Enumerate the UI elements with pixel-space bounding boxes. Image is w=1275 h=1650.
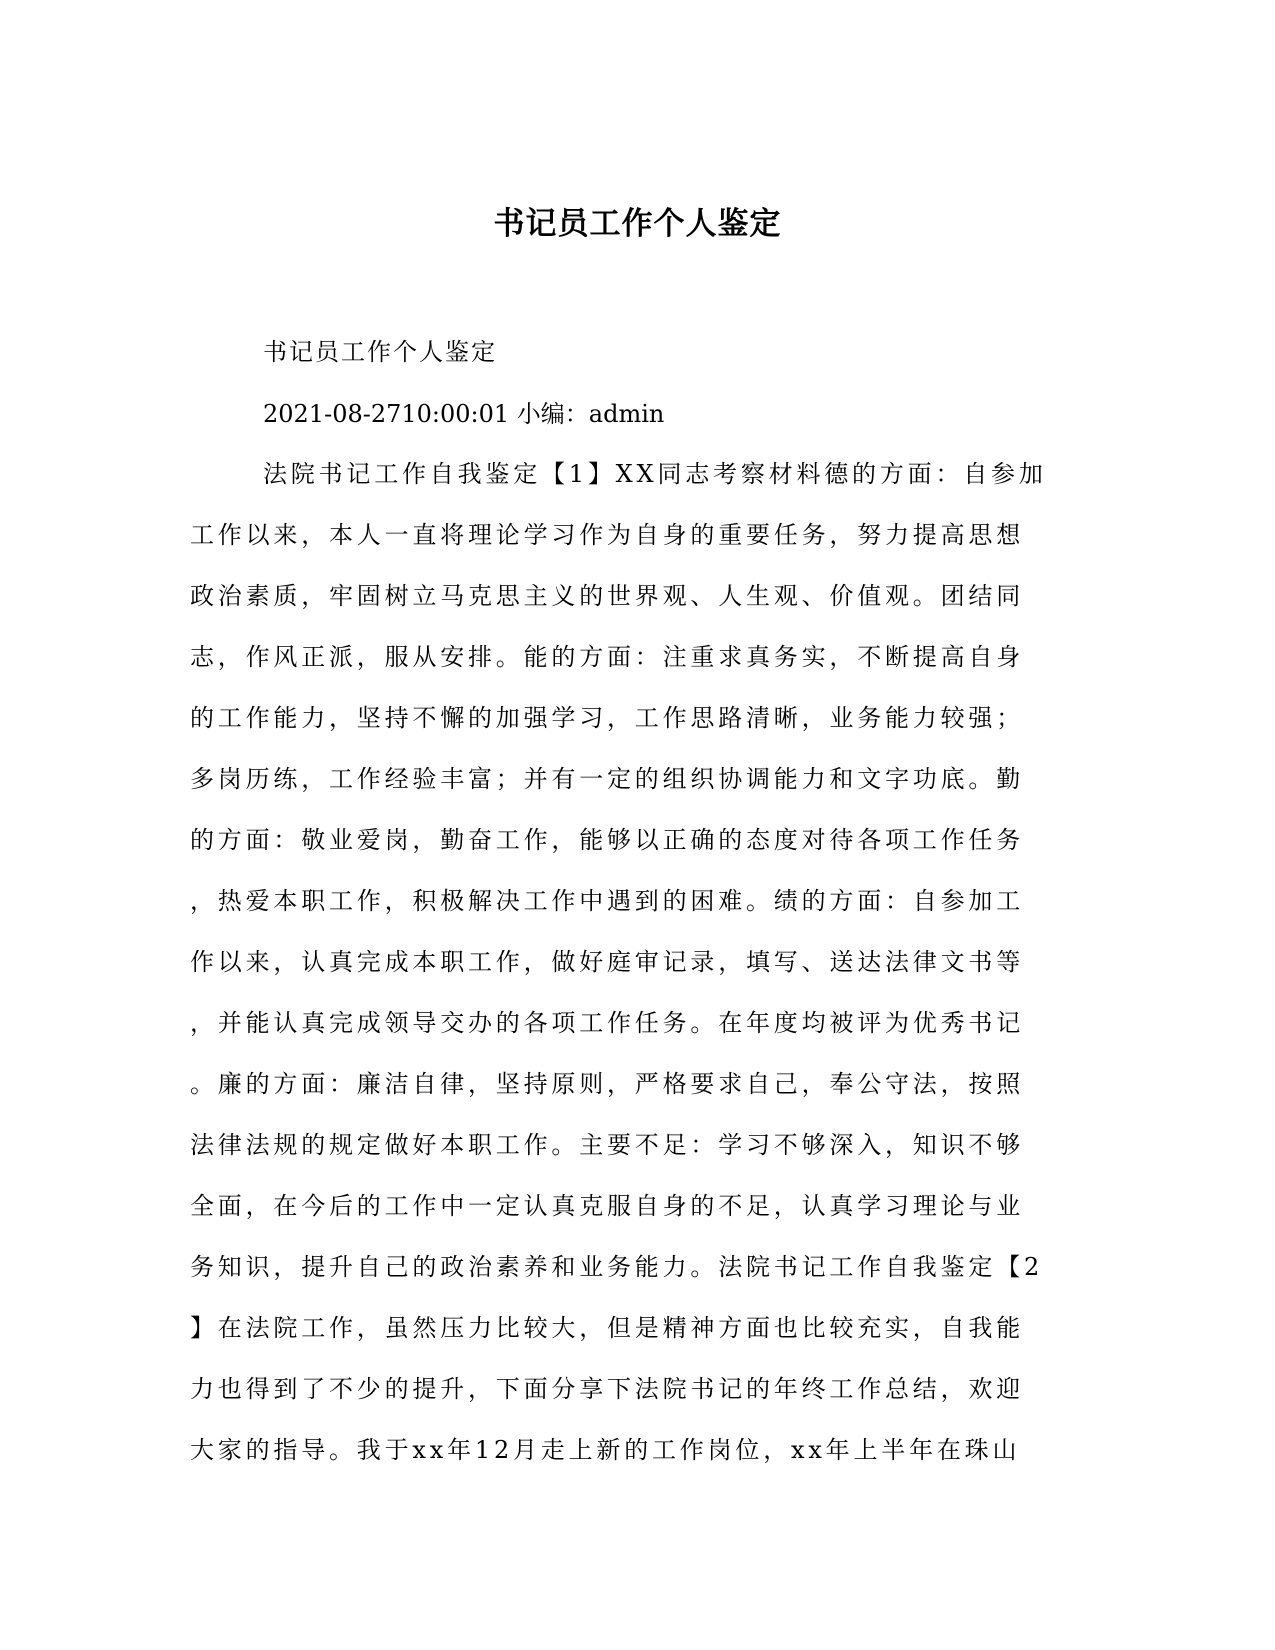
- body-line: 】在法院工作，虽然压力比较大，但是精神方面也比较充实，自我能: [190, 1314, 1024, 1342]
- document-title: 书记员工作个人鉴定: [493, 206, 782, 242]
- body-line: 政治素质，牢固树立马克思主义的世界观、人生观、价值观。团结同: [190, 582, 1024, 610]
- body-line: 的方面：敬业爱岗，勤奋工作，能够以正确的态度对待各项工作任务: [190, 826, 1024, 854]
- body-line: ，并能认真完成领导交办的各项工作任务。在年度均被评为优秀书记: [190, 1009, 1024, 1037]
- body-line: 务知识，提升自己的政治素养和业务能力。法院书记工作自我鉴定【2: [190, 1253, 1044, 1281]
- body-line: 力也得到了不少的提升，下面分享下法院书记的年终工作总结，欢迎: [190, 1375, 1024, 1403]
- body-line: 法律法规的规定做好本职工作。主要不足：学习不够深入，知识不够: [190, 1131, 1024, 1159]
- body-line: 大家的指导。我于xx年12月走上新的工作岗位，xx年上半年在珠山: [190, 1436, 1021, 1464]
- document-subtitle: 书记员工作个人鉴定: [263, 338, 497, 366]
- body-line: 作以来，认真完成本职工作，做好庭审记录，填写、送达法律文书等: [190, 948, 1024, 976]
- body-text: [190, 456, 1075, 1493]
- body-line: 的工作能力，坚持不懈的加强学习，工作思路清晰，业务能力较强；: [190, 704, 1024, 732]
- body-line: 。廉的方面：廉洁自律，坚持原则，严格要求自己，奉公守法，按照: [190, 1070, 1024, 1098]
- body-line: 工作以来，本人一直将理论学习作为自身的重要任务，努力提高思想: [190, 521, 1024, 549]
- publish-meta: 2021-08-2710:00:01 小编：admin: [263, 400, 665, 428]
- body-line: 多岗历练，工作经验丰富；并有一定的组织协调能力和文字功底。勤: [190, 765, 1024, 793]
- body-line: ，热爱本职工作，积极解决工作中遇到的困难。绩的方面：自参加工: [190, 887, 1024, 915]
- body-line: 全面，在今后的工作中一定认真克服自身的不足，认真学习理论与业: [190, 1192, 1024, 1220]
- body-line: 法院书记工作自我鉴定【1】XX同志考察材料德的方面：自参加: [263, 460, 1047, 488]
- body-line: 志，作风正派，服从安排。能的方面：注重求真务实，不断提高自身: [190, 643, 1024, 671]
